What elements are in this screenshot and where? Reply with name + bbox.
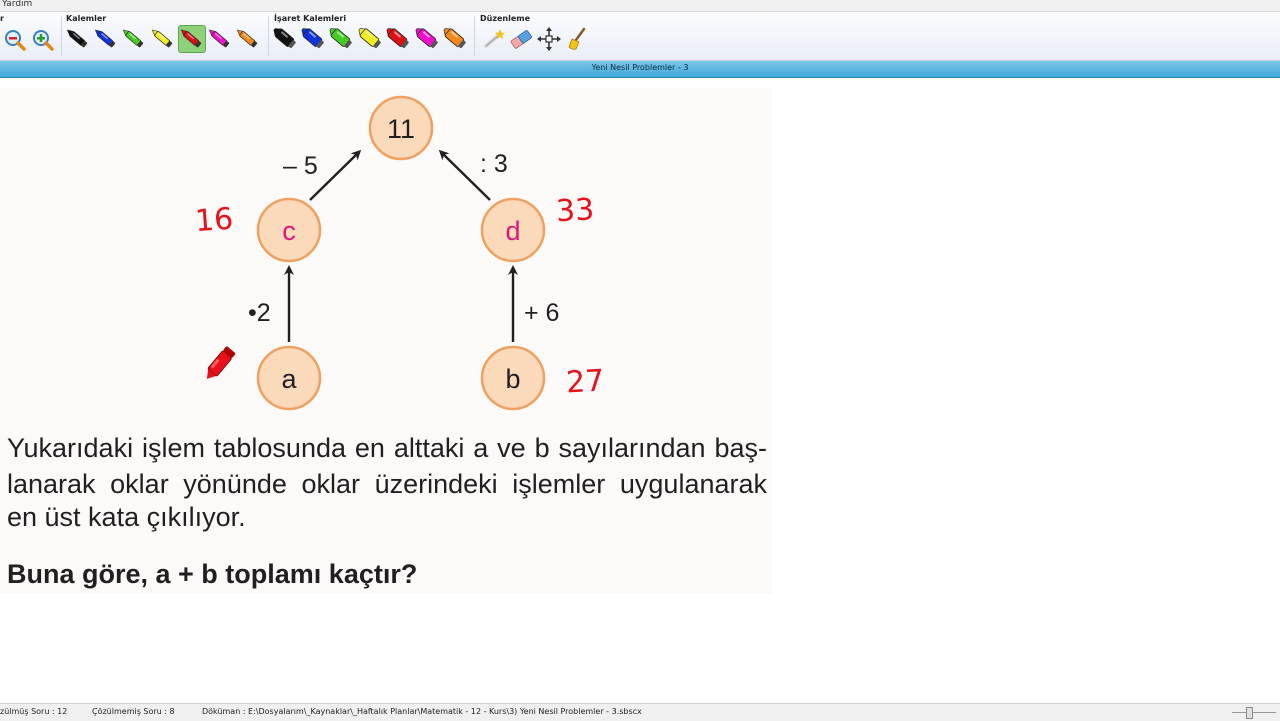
highlighters-group-title: İşaret Kalemleri: [274, 14, 347, 23]
menu-help[interactable]: Yardım: [2, 0, 33, 9]
status-bar: [0, 703, 1280, 721]
zoom-group-title: r: [0, 14, 4, 23]
node-top: [370, 97, 432, 159]
zoom-slider-track[interactable]: [1232, 712, 1276, 713]
handwritten-b-value: 27: [565, 363, 606, 401]
question-body: Yukarıdaki işlem tablosunda en alttaki a ve b sayılarından baş-lanarak oklar yönünde oklar üzerindeki işlemler uygulanarak: [7, 433, 767, 499]
node-c: [258, 199, 320, 261]
pens-group-title: Kalemler: [66, 14, 107, 23]
pen-cursor-icon: [202, 346, 236, 383]
question-body-last-line: en üst kata çıkılıyor.: [7, 502, 246, 532]
solved-count: zülmüş Soru : 12: [0, 707, 68, 716]
question-prompt: Buna göre, a + b toplamı kaçtır?: [7, 559, 418, 589]
document-path: Döküman : E:\Dosyalarım\_Kaynaklar\_Haftalık Planlar\Matematik - 12 - Kurs\3) Yeni Nesil Problemler - 3.sbscx: [202, 707, 642, 716]
unsolved-count: Çözülmemiş Soru : 8: [92, 707, 175, 716]
node-b: [482, 347, 544, 409]
node-d-label: d: [505, 216, 521, 246]
op-a-to-c: •2: [248, 299, 271, 327]
edit-group-title: Düzenleme: [480, 14, 531, 23]
node-a: [258, 347, 320, 409]
node-top-value: 11: [386, 114, 416, 144]
handwritten-c-value: 16: [193, 201, 235, 240]
op-b-to-d: + 6: [524, 299, 560, 327]
op-c-to-top: – 5: [283, 152, 318, 180]
node-b-label: b: [505, 364, 521, 394]
document-title: Yeni Nesil Problemler - 3: [591, 63, 689, 72]
node-a-label: a: [281, 364, 297, 394]
zoom-slider-thumb[interactable]: [1246, 707, 1253, 719]
node-d: [482, 199, 544, 261]
node-c-label: c: [282, 216, 296, 246]
handwritten-d-value: 33: [555, 192, 596, 230]
op-d-to-top: : 3: [480, 150, 508, 178]
